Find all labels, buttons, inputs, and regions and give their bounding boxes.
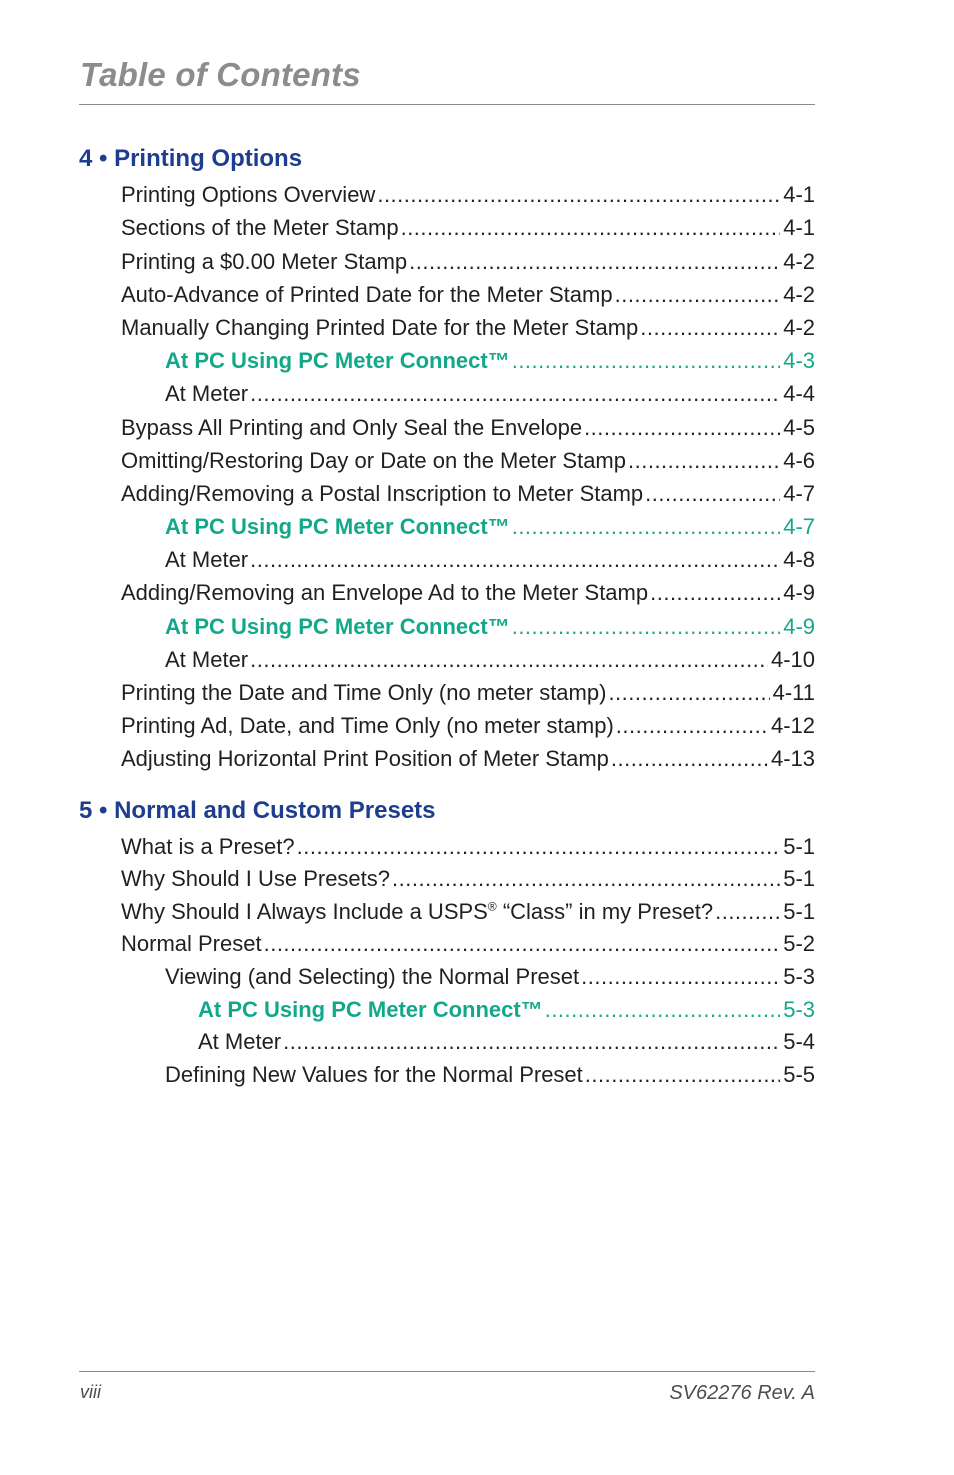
toc-entry-title-text: At PC Using PC Meter Connect™ [165, 514, 510, 540]
toc-entry[interactable] [79, 481, 815, 507]
toc-entry[interactable] [79, 448, 815, 474]
toc-entry-title-text: Why Should I Always Include a USPS [121, 898, 488, 924]
toc-entry-title [121, 182, 375, 208]
footer-page-number: viii [80, 1382, 101, 1402]
toc-entry-title-text: Sections of the Meter Stamp [121, 215, 399, 241]
toc-entry-title-text: Adding/Removing a Postal Inscription to Meter Stamp [121, 480, 644, 506]
toc-entry-title-text: At PC Using PC Meter Connect™ [165, 613, 510, 639]
toc-entry[interactable] [79, 249, 815, 275]
toc-entry-title [121, 713, 614, 739]
toc-entry-title-text: Manually Changing Printed Date for the Meter Stamp [121, 314, 639, 340]
toc-entry-title-text: Why Should I Use Presets? [121, 866, 391, 892]
toc-entry-page: 4-2 [783, 248, 815, 274]
toc-entry-title [165, 964, 579, 990]
toc-entry-page: 4-7 [783, 514, 815, 540]
toc-entry-page: 4-11 [772, 680, 815, 705]
toc-entry[interactable] [79, 866, 815, 892]
toc-entry[interactable] [79, 713, 815, 739]
footer-divider [79, 1371, 815, 1372]
registered-mark: ® [487, 899, 497, 914]
dot-leader [608, 680, 769, 706]
toc-entry-title-text: At Meter [165, 547, 249, 573]
dot-leader [645, 481, 780, 507]
toc-entry-page: 4-6 [783, 447, 815, 473]
toc-entry[interactable] [79, 964, 815, 990]
toc-entry-title-text: “Class” in my Preset? [496, 898, 714, 924]
dot-leader [297, 834, 781, 860]
toc-entry-page: 4-3 [783, 348, 815, 374]
toc-entry-page: 4-7 [783, 480, 815, 506]
toc-entry-title [121, 580, 648, 606]
toc-entry-title-text: At Meter [198, 1029, 282, 1055]
toc-entry-title [165, 614, 510, 640]
toc-entry-page: 5-2 [783, 931, 815, 957]
toc-entry-title-text: Printing Options Overview [121, 182, 376, 208]
dot-leader [640, 315, 780, 341]
toc-entry-title [165, 381, 248, 407]
toc-entry-title-text: Omitting/Restoring Day or Date on the Meter Stamp [121, 447, 626, 473]
dot-leader [377, 182, 780, 208]
toc-entry[interactable] [79, 614, 815, 640]
toc-entry-title [121, 481, 643, 507]
toc-entry-title-text: Adding/Removing an Envelope Ad to the Meter Stamp [121, 580, 649, 606]
toc-entry-title [165, 547, 248, 573]
dot-leader [628, 448, 780, 474]
toc-entry[interactable] [79, 647, 815, 673]
toc-entry-page: 5-3 [783, 996, 815, 1022]
toc-entry[interactable] [79, 680, 815, 706]
toc-entry[interactable] [79, 282, 815, 308]
toc-entry-title-text: Auto-Advance of Printed Date for the Meter Stamp [121, 281, 613, 307]
dot-leader [392, 866, 780, 892]
dot-leader [250, 647, 768, 673]
toc-entry-page: 4-8 [783, 547, 815, 573]
toc-entry-page: 4-13 [770, 746, 815, 772]
dot-leader [283, 1029, 780, 1055]
toc-entry-page: 5-3 [783, 963, 815, 989]
toc-entry-title-text: Printing a $0.00 Meter Stamp [121, 248, 408, 274]
dot-leader [650, 580, 780, 606]
toc-entry-page: 4-5 [783, 414, 815, 440]
dot-leader [585, 1062, 780, 1088]
toc-entry[interactable] [79, 182, 815, 208]
toc-entry[interactable] [79, 1029, 815, 1055]
toc-entry-title [121, 680, 606, 706]
toc-entry-page: 4-10 [770, 646, 815, 672]
toc-entry-title [198, 1029, 281, 1055]
dot-leader [512, 614, 781, 640]
toc-entry[interactable] [79, 997, 815, 1023]
toc-entry-title-text: Viewing (and Selecting) the Normal Preset [165, 963, 580, 989]
dot-leader [611, 746, 768, 772]
dot-leader [401, 215, 781, 241]
toc-entry-title [121, 866, 390, 892]
toc-entry-title [198, 997, 543, 1023]
toc-entry[interactable] [79, 1062, 815, 1088]
toc-entry-title [165, 348, 510, 374]
toc-entry-title [121, 315, 638, 341]
toc-entry-title-text: Defining New Values for the Normal Preset [165, 1061, 583, 1087]
dot-leader [264, 931, 781, 957]
toc-entry[interactable] [79, 580, 815, 606]
toc-entry-page: 4-1 [783, 215, 815, 241]
toc-entry[interactable] [79, 746, 815, 772]
toc-entry[interactable] [79, 931, 815, 957]
dot-leader [250, 381, 780, 407]
toc-entry-title [121, 215, 399, 241]
toc-entry-title [121, 448, 626, 474]
toc-entry-title-text: What is a Preset? [121, 833, 295, 859]
toc-entry-page: 4-9 [783, 613, 815, 639]
toc-entry-page: 5-1 [783, 866, 815, 892]
toc-entry-title-text: Bypass All Printing and Only Seal the Envelope [121, 414, 583, 440]
toc-entry[interactable] [79, 899, 815, 925]
toc-entry[interactable] [79, 415, 815, 441]
toc-entry-title [121, 899, 713, 925]
section-heading: 5 • Normal and Custom Presets [79, 797, 436, 824]
toc-entry-list [79, 182, 815, 772]
toc-entry-title [165, 1062, 583, 1088]
header-divider [79, 104, 815, 105]
dot-leader [616, 713, 768, 739]
toc-entry-title-text: At PC Using PC Meter Connect™ [165, 348, 510, 374]
toc-section-presets [79, 795, 815, 1088]
toc-entry-page: 5-1 [783, 898, 815, 924]
toc-entry-title-text: Printing the Date and Time Only (no meter stamp) [121, 680, 607, 705]
toc-entry-page: 4-12 [770, 713, 815, 739]
toc-entry-page: 4-2 [783, 314, 815, 340]
footer-document-id: SV62276 Rev. A [669, 1382, 815, 1404]
toc-entry-page: 5-5 [783, 1061, 815, 1087]
toc-entry-page: 4-2 [783, 281, 815, 307]
toc-entry-title [121, 415, 582, 441]
dot-leader [584, 415, 780, 441]
toc-entry-title [165, 514, 510, 540]
toc-entry-title [121, 249, 407, 275]
toc-entry-page: 4-4 [783, 381, 815, 407]
dot-leader [615, 282, 781, 308]
toc-entry[interactable] [79, 315, 815, 341]
toc-entry-title-text: Printing Ad, Date, and Time Only (no meter stamp) [121, 713, 614, 739]
toc-entry-title [121, 746, 609, 772]
toc-entry-title [165, 647, 248, 673]
toc-entry-page: 5-4 [783, 1029, 815, 1055]
page-title: Table of Contents [80, 56, 361, 93]
toc-entry[interactable] [79, 381, 815, 407]
dot-leader [512, 348, 781, 374]
dot-leader [581, 964, 780, 990]
toc-entry-title [121, 282, 613, 308]
toc-entry-title [121, 931, 262, 957]
toc-entry-title-text: At PC Using PC Meter Connect™ [198, 996, 543, 1022]
toc-entry-title-text: Normal Preset [121, 931, 262, 957]
toc-section-printing-options [79, 143, 815, 772]
dot-leader [512, 514, 781, 540]
dot-leader [715, 899, 780, 925]
toc-entry-title-text: At Meter [165, 646, 249, 672]
toc-entry-page: 5-1 [783, 833, 815, 859]
dot-leader [409, 249, 780, 275]
dot-leader [250, 547, 780, 573]
toc-entry[interactable] [79, 215, 815, 241]
toc-entry[interactable] [79, 834, 815, 860]
toc-entry-title [121, 834, 295, 860]
section-heading: 4 • Printing Options [79, 145, 303, 172]
dot-leader [545, 997, 781, 1023]
toc-entry-page: 4-1 [783, 182, 815, 208]
toc-entry-title-text: Adjusting Horizontal Print Position of Meter Stamp [121, 746, 609, 772]
toc-entry-title-text: At Meter [165, 381, 249, 407]
toc-entry-page: 4-9 [783, 580, 815, 606]
toc-entry[interactable] [79, 547, 815, 573]
toc-entry[interactable] [79, 514, 815, 540]
toc-entry[interactable] [79, 348, 815, 374]
toc-entry-list [79, 834, 815, 1088]
